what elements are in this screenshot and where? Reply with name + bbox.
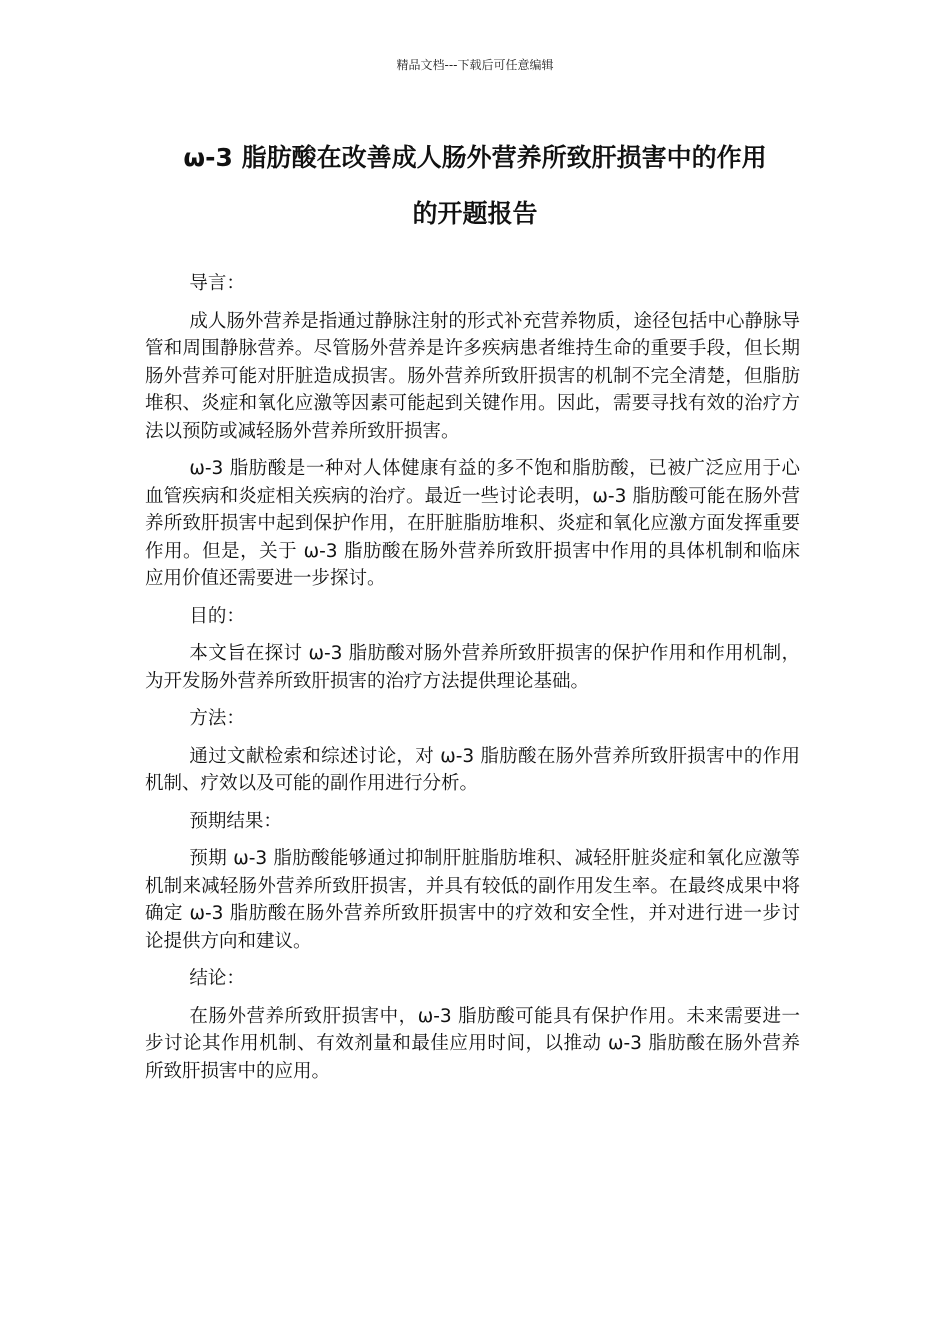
title-line-2: 的开题报告 (412, 199, 538, 228)
method-heading: 方法： (189, 708, 245, 729)
document-title (120, 130, 830, 242)
conclusion-heading: 结论： (189, 968, 245, 989)
page-header: 精品文档---下载后可任意编辑 (396, 58, 554, 72)
conclusion-paragraph: 在肠外营养所致肝损害中，ω-3 脂肪酸可能具有保护作用。未来需要进一步讨论其作用机制、有效剂量和最佳应用时间，以推动 ω-3 脂肪酸在肠外营养所致肝损害中的应用。 (145, 1005, 800, 1082)
intro-heading: 导言： (189, 273, 245, 294)
intro-paragraph-1: 成人肠外营养是指通过静脉注射的形式补充营养物质，途径包括中心静脉导管和周围静脉营养。尽管肠外营养是许多疾病患者维持生命的重要手段，但长期肠外营养可能对肝脏造成损害。肠外营养所致肝损害的机制不完全清楚，但脂肪堆积、炎症和氧化应激等因素可能起到关键作用。因此，需要寻找有效的治疗方法以预防或减轻肠外营养所致肝损害。 (145, 310, 800, 442)
result-paragraph: 预期 ω-3 脂肪酸能够通过抑制肝脏脂肪堆积、减轻肝脏炎症和氧化应激等机制来减轻肠外营养所致肝损害，并具有较低的副作用发生率。在最终成果中将确定 ω-3 脂肪酸在肠外营养所致肝损害中的疗效和安全性，并对进行进一步讨论提供方向和建议。 (145, 848, 800, 952)
method-paragraph: 通过文献检索和综述讨论，对 ω-3 脂肪酸在肠外营养所致肝损害中的作用机制、疗效以及可能的副作用进行分析。 (145, 745, 800, 794)
title-line-1: ω-3 脂肪酸在改善成人肠外营养所致肝损害中的作用 (183, 143, 767, 172)
result-heading: 预期结果： (189, 810, 282, 832)
intro-paragraph-2: ω-3 脂肪酸是一种对人体健康有益的多不饱和脂肪酸，已被广泛应用于心血管疾病和炎症相关疾病的治疗。最近一些讨论表明，ω-3 脂肪酸可能在肠外营养所致肝损害中起到保护作用，在肝脏脂肪堆积、炎症和氧化应激方面发挥重要作用。但是，关于 ω-3 脂肪酸在肠外营养所致肝损害中作用的具体机制和临床应用价值还需要进一步探讨。 (145, 458, 800, 589)
document-body (145, 270, 800, 1095)
aim-heading: 目的： (189, 605, 245, 627)
aim-paragraph: 本文旨在探讨 ω-3 脂肪酸对肠外营养所致肝损害的保护作用和作用机制，为开发肠外营养所致肝损害的治疗方法提供理论基础。 (145, 643, 800, 692)
